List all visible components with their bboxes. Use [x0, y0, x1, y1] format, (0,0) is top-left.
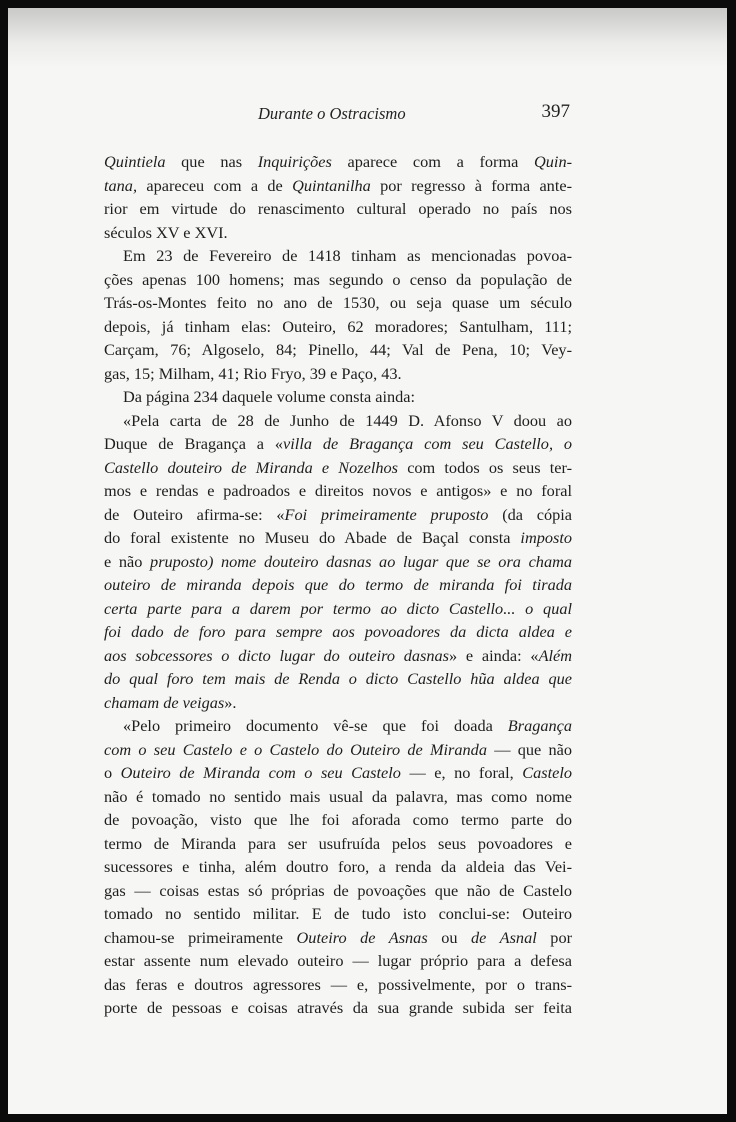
text-segment: apareceu com a de	[137, 175, 293, 195]
text-line	[104, 385, 572, 409]
text-line	[104, 315, 572, 339]
italic-text: Bragança	[507, 716, 572, 735]
text-segment: gas, 15; Milham, 41; Rio Fryo, 39 e Paço, 43.	[104, 363, 402, 383]
text-segment: sucessores e tinha, além doutro foro, a renda da aldeia das Vei-	[104, 857, 572, 876]
text-line	[104, 808, 572, 832]
text-segment: Duque de Bragança a «	[104, 434, 284, 453]
text-line	[104, 996, 572, 1020]
text-segment: «Pela carta de 28 de Junho de 1449 D. Afonso V doou ao	[123, 410, 572, 430]
text-segment: aparece com a forma	[331, 152, 535, 171]
scan-edge-shadow	[8, 8, 727, 68]
text-segment: (da cópia	[488, 504, 573, 524]
text-line	[104, 902, 572, 926]
text-segment: Da página 234 daquele volume consta ainda:	[123, 387, 416, 406]
text-segment: chamou-se primeiramente	[104, 927, 297, 947]
italic-text: chamam de veigas	[104, 692, 225, 712]
text-line	[104, 738, 572, 762]
text-line	[104, 926, 572, 950]
text-segment: com todos os seus ter-	[398, 457, 572, 477]
italic-text: Foi primeiramente pruposto	[284, 504, 489, 524]
italic-text: Além	[538, 645, 573, 665]
italic-text: Castello douteiro de Miranda e Nozelhos	[104, 457, 399, 477]
text-line	[104, 409, 572, 433]
page-number: 397	[541, 101, 570, 122]
text-segment: de povoação, visto que lhe foi aforada como termo parte do	[104, 810, 572, 829]
text-segment: » e ainda: «	[449, 645, 539, 665]
italic-text: com o seu Castelo e o Castelo do Outeiro de Miranda	[104, 739, 487, 759]
text-line	[104, 714, 572, 738]
text-segment: séculos XV e XVI.	[104, 222, 228, 242]
running-title: Durante o Ostracismo	[258, 104, 406, 123]
text-line	[104, 879, 572, 903]
italic-text: foi dado de foro para sempre aos povoadores da dicta aldea e	[104, 622, 572, 641]
text-line	[104, 949, 572, 973]
text-line	[104, 244, 572, 268]
book-page	[8, 8, 727, 1114]
text-segment: ções apenas 100 homens; mas segundo o censo da população de	[104, 269, 572, 289]
italic-text: Castelo	[522, 763, 572, 782]
body-text	[104, 150, 572, 1020]
text-segment: termo de Miranda para ser usufruída pelos seus povoadores e	[104, 833, 572, 853]
text-segment: do foral existente no Museu do Abade de Baçal consta	[104, 528, 521, 547]
text-line	[104, 150, 572, 174]
text-line	[104, 268, 572, 292]
text-line	[104, 291, 572, 315]
italic-text: imposto	[520, 528, 572, 547]
italic-text: villa de Bragança com seu Castello, o	[283, 434, 573, 453]
italic-text: Outeiro de Asnas	[296, 927, 428, 947]
text-segment: ou	[427, 927, 472, 947]
text-line	[104, 456, 572, 480]
text-segment: Trás-os-Montes feito no ano de 1530, ou seja quase um século	[104, 293, 572, 312]
text-segment: e não	[104, 551, 151, 571]
italic-text: certa parte para a darem por termo ao dicto Castello... o qual	[104, 598, 572, 618]
text-segment: o	[104, 763, 121, 782]
text-segment: por regresso à forma ante-	[370, 175, 572, 195]
text-line	[104, 362, 572, 386]
text-line	[104, 597, 572, 621]
text-line	[104, 691, 572, 715]
text-segment: Carçam, 76; Algoselo, 84; Pinello, 44; Val de Pena, 10; Vey-	[104, 340, 572, 359]
text-segment: — que não	[486, 739, 572, 759]
italic-text: Outeiro de Miranda com o seu Castelo	[120, 763, 401, 782]
text-segment: estar assente num elevado outeiro — lugar próprio para a defesa	[104, 951, 572, 970]
text-segment: de Outeiro afirma-se: «	[104, 504, 285, 524]
text-line	[104, 338, 572, 362]
text-segment: mos e rendas e padroados e direitos novos e antigos» e no foral	[104, 481, 572, 500]
text-line	[104, 667, 572, 691]
page-header	[108, 101, 570, 128]
text-line	[104, 620, 572, 644]
text-line	[104, 503, 572, 527]
text-line	[104, 221, 572, 245]
italic-text: Inquirições	[257, 152, 332, 171]
italic-text: Quintiela	[104, 152, 166, 171]
text-line	[104, 174, 572, 198]
text-segment: depois, já tinham elas: Outeiro, 62 moradores; Santulham, 111;	[104, 316, 572, 336]
text-segment: não é tomado no sentido mais usual da palavra, mas como nome	[104, 786, 572, 806]
text-segment: das feras e doutros agressores — e, possivelmente, por o trans-	[104, 974, 572, 994]
text-line	[104, 855, 572, 879]
text-line	[104, 973, 572, 997]
italic-text: de Asnal	[471, 927, 537, 947]
italic-text: pruposto) nome douteiro dasnas ao lugar que se ora chama	[150, 551, 572, 571]
text-segment: «Pelo primeiro documento vê-se que foi doada	[123, 716, 508, 735]
italic-text: Quin-	[534, 152, 572, 171]
text-line	[104, 761, 572, 785]
text-line	[104, 432, 572, 456]
text-segment: porte de pessoas e coisas através da sua grande subida ser feita	[104, 998, 572, 1017]
text-line	[104, 573, 572, 597]
italic-text: aos sobcessores o dicto lugar do outeiro dasnas	[104, 645, 449, 665]
text-segment: gas — coisas estas só próprias de povoações que não de Castelo	[104, 880, 572, 900]
text-segment: tomado no sentido militar. E de tudo isto conclui-se: Outeiro	[104, 904, 572, 923]
text-line	[104, 785, 572, 809]
text-segment: que nas	[165, 152, 258, 171]
text-line	[104, 550, 572, 574]
text-segment: — e, no foral,	[400, 763, 523, 782]
text-line	[104, 197, 572, 221]
text-segment: ».	[224, 692, 237, 712]
text-line	[104, 526, 572, 550]
text-segment: por	[536, 927, 572, 947]
text-line	[104, 479, 572, 503]
text-line	[104, 644, 572, 668]
italic-text: do qual foro tem mais de Renda o dicto Castello hũa aldea que	[104, 669, 572, 688]
italic-text: outeiro de miranda depois que do termo de miranda foi tirada	[104, 575, 572, 594]
text-line	[104, 832, 572, 856]
italic-text: tana,	[104, 175, 138, 195]
text-segment: Em 23 de Fevereiro de 1418 tinham as mencionadas povoa-	[123, 246, 572, 265]
italic-text: Quintanilha	[292, 175, 371, 195]
text-segment: rior em virtude do renascimento cultural operado no país nos	[104, 199, 572, 218]
